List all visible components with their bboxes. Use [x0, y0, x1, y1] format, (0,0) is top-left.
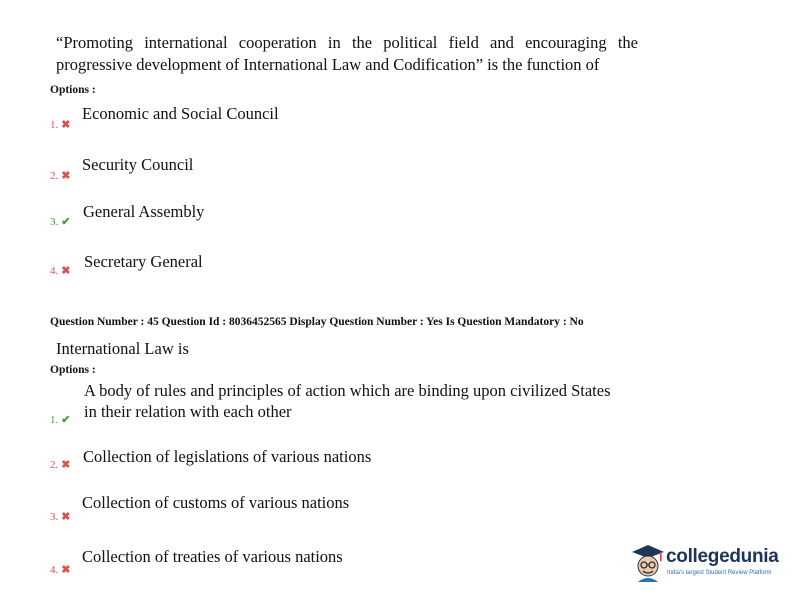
option-text: Economic and Social Council — [82, 104, 279, 123]
wrong-icon: ✖ — [61, 119, 71, 131]
wrong-icon: ✖ — [61, 170, 71, 182]
option-text: Security Council — [82, 155, 194, 174]
question-text: “Promoting international cooperation in the political field and encouraging the progressive development of International Law and Codification” is the function of — [56, 33, 638, 74]
collegedunia-logo — [630, 540, 780, 585]
option-text: General Assembly — [83, 202, 205, 221]
wrong-icon: ✖ — [61, 511, 71, 523]
logo-tagline: India's largest Student Review Platform — [667, 570, 772, 576]
option-number: 2. ✖ — [50, 459, 71, 471]
check-icon: ✔ — [61, 414, 71, 426]
option-number: 4. ✖ — [50, 564, 71, 576]
option-number: 2. ✖ — [50, 170, 71, 182]
option-text: Collection of treaties of various nations — [82, 547, 343, 566]
check-icon: ✔ — [61, 216, 71, 228]
question-text: International Law is — [56, 339, 189, 358]
wrong-icon: ✖ — [61, 459, 71, 471]
option-number: 3. ✖ — [50, 511, 71, 523]
wrong-icon: ✖ — [61, 564, 71, 576]
question-meta: Question Number : 45 Question Id : 8036452565 Display Question Number : Yes Is Question Mandatory : No — [50, 316, 584, 328]
option-number: 4. ✖ — [50, 265, 71, 277]
option-number: 1. ✔ — [50, 414, 71, 426]
options-label: Options : — [50, 84, 96, 96]
option-text: Secretary General — [84, 252, 203, 271]
graduate-mascot-icon — [630, 540, 666, 585]
option-text: Collection of legislations of various nations — [83, 447, 372, 466]
options-label: Options : — [50, 364, 96, 376]
option-text: A body of rules and principles of action which are binding upon civilized States in their relation with each other — [84, 381, 611, 421]
option-number: 3. ✔ — [50, 216, 71, 228]
wrong-icon: ✖ — [61, 265, 71, 277]
option-number: 1. ✖ — [50, 119, 71, 131]
logo-name: collegedunia — [666, 546, 779, 567]
option-text: Collection of customs of various nations — [82, 493, 350, 512]
